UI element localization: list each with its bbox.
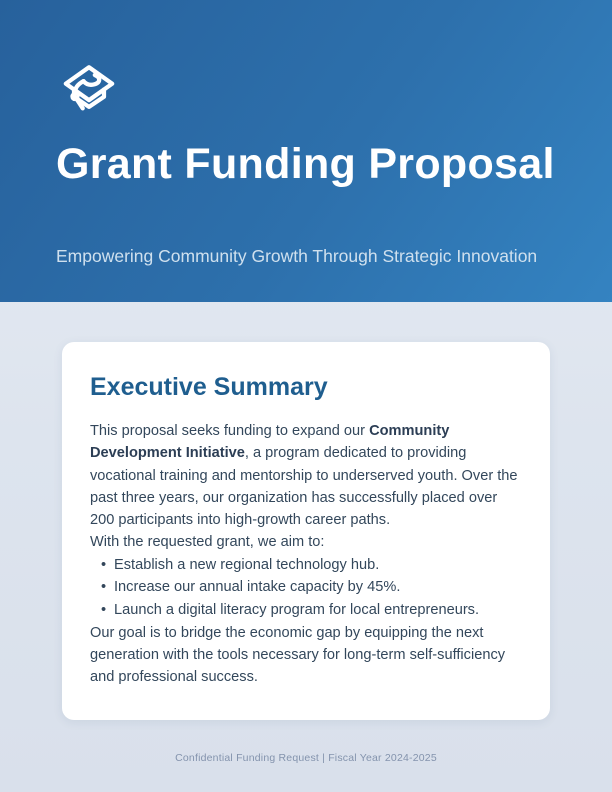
aims-list [90, 554, 522, 622]
section-heading: Executive Summary [90, 373, 328, 401]
summary-paragraph [90, 420, 522, 531]
footer-text: Confidential Funding Request | Fiscal Year 2024-2025 [175, 752, 437, 764]
list-item: • Increase our annual intake capacity by 45%. [101, 576, 522, 599]
list-item: • Establish a new regional technology hub. [101, 554, 522, 577]
paragraph-text-after-bold: , a program dedicated to providing vocational training and mentorship to underserved youth. Over the past three years, our organization has successfully placed over 200 participants into high-growth career paths. [90, 445, 518, 529]
program-name-bold: Community Development Initiative [90, 423, 450, 462]
page-title: Grant Funding Proposal [56, 140, 555, 188]
paragraph-text-before-bold: This proposal seeks funding to expand our [90, 423, 370, 439]
header-banner [0, 0, 612, 302]
graduation-cap-icon [60, 60, 118, 118]
list-item: • Launch a digital literacy program for local entrepreneurs. [101, 599, 522, 622]
page-subtitle: Empowering Community Growth Through Strategic Innovation [56, 246, 538, 266]
page-footer [0, 752, 612, 764]
executive-summary-card [62, 342, 550, 720]
closing-paragraph: Our goal is to bridge the economic gap by equipping the next generation with the tools necessary for long-term self-sufficiency and professional success. [90, 624, 506, 686]
page-body [0, 342, 612, 720]
aims-intro-line: With the requested grant, we aim to: [90, 534, 325, 551]
